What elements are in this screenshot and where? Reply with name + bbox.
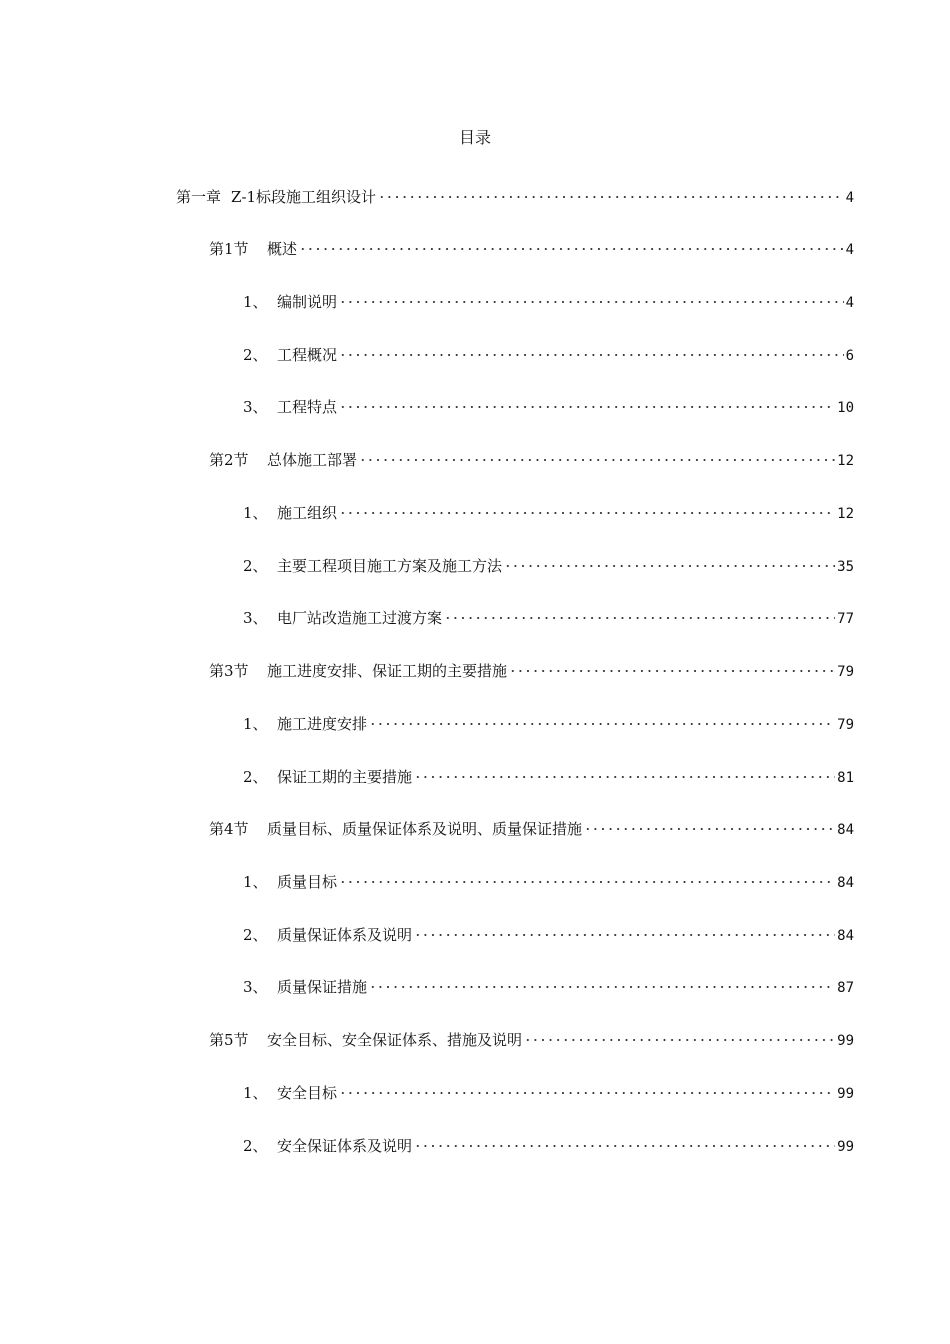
toc-entry-title: 质量目标 xyxy=(277,873,338,891)
toc-entry[interactable] xyxy=(243,496,854,522)
toc-entry-number: 3、 xyxy=(243,609,268,627)
toc-entry[interactable] xyxy=(209,654,854,680)
dot-leader xyxy=(414,918,835,940)
toc-entry-number: 第3节 xyxy=(209,662,249,680)
toc-entry-number: 第一章 xyxy=(176,188,222,206)
dot-leader xyxy=(584,812,835,834)
toc-entry-page: 4 xyxy=(845,242,854,258)
toc-entry[interactable] xyxy=(243,970,854,996)
toc-entry-page: 12 xyxy=(837,506,854,522)
toc-entry[interactable] xyxy=(243,865,854,891)
toc-entry-page: 10 xyxy=(837,400,854,416)
toc-entry-title: 工程概况 xyxy=(277,346,338,364)
toc-entry[interactable] xyxy=(209,1023,854,1049)
dot-leader xyxy=(339,496,835,518)
toc-entry-title: 施工组织 xyxy=(277,504,338,522)
toc-entry-title: 施工进度安排、保证工期的主要措施 xyxy=(267,662,508,680)
dot-leader xyxy=(339,1076,835,1098)
toc-entry[interactable] xyxy=(243,390,854,416)
toc-entry-title: 质量保证措施 xyxy=(277,978,368,996)
toc-entry[interactable] xyxy=(243,338,854,364)
dot-leader xyxy=(339,865,835,887)
toc-entry-page: 87 xyxy=(837,980,854,996)
toc-entry-number: 2、 xyxy=(243,557,268,575)
toc-entry-title: 保证工期的主要措施 xyxy=(277,768,413,786)
toc-entry-page: 84 xyxy=(837,928,854,944)
toc-entry-page: 6 xyxy=(845,348,854,364)
dot-leader xyxy=(299,232,844,254)
toc-entry-page: 79 xyxy=(837,664,854,680)
toc-entry-title: 编制说明 xyxy=(277,293,338,311)
toc-entry-number: 1、 xyxy=(243,715,268,733)
toc-entry[interactable] xyxy=(243,549,854,575)
toc-entry-number: 2、 xyxy=(243,926,268,944)
toc-entry-number: 1、 xyxy=(243,873,268,891)
toc-entry[interactable] xyxy=(243,1129,854,1155)
toc-entry-title: 质量保证体系及说明 xyxy=(277,926,413,944)
dot-leader xyxy=(369,970,835,992)
toc-entry-number: 2、 xyxy=(243,346,268,364)
toc-entry-number: 第2节 xyxy=(209,451,249,469)
toc-entry-page: 99 xyxy=(837,1033,854,1049)
toc-entry-title: 安全目标 xyxy=(277,1084,338,1102)
toc-entry-number: 第4节 xyxy=(209,820,249,838)
dot-leader xyxy=(414,1129,835,1151)
toc-entry-number: 2、 xyxy=(243,1137,268,1155)
dot-leader xyxy=(378,180,844,202)
toc-entry-number: 1、 xyxy=(243,1084,268,1102)
toc-entry-number: 1、 xyxy=(243,504,268,522)
toc-entry-title: 施工进度安排 xyxy=(277,715,368,733)
toc-entry-title: Z-1标段施工组织设计 xyxy=(231,188,377,206)
toc-entry-title: 主要工程项目施工方案及施工方法 xyxy=(277,557,503,575)
dot-leader xyxy=(339,338,844,360)
toc-entry-page: 12 xyxy=(837,453,854,469)
toc-entry-number: 第5节 xyxy=(209,1031,249,1049)
dot-leader xyxy=(504,549,835,571)
dot-leader xyxy=(414,760,835,782)
dot-leader xyxy=(359,443,835,465)
toc-entry-page: 77 xyxy=(837,611,854,627)
dot-leader xyxy=(509,654,835,676)
toc-entry-title: 质量目标、质量保证体系及说明、质量保证措施 xyxy=(267,820,583,838)
toc-entry-number: 第1节 xyxy=(209,240,249,258)
toc-entry[interactable] xyxy=(243,1076,854,1102)
toc-entry-title: 安全保证体系及说明 xyxy=(277,1137,413,1155)
toc-entry-title: 电厂站改造施工过渡方案 xyxy=(277,609,443,627)
toc-entry-page: 79 xyxy=(837,717,854,733)
toc-entry-page: 4 xyxy=(845,190,854,206)
toc-entry-title: 安全目标、安全保证体系、措施及说明 xyxy=(267,1031,523,1049)
toc-entry-title: 概述 xyxy=(267,240,298,258)
toc-entry-page: 84 xyxy=(837,822,854,838)
toc-entry-page: 99 xyxy=(837,1086,854,1102)
toc-entry-number: 3、 xyxy=(243,978,268,996)
toc-entry-page: 81 xyxy=(837,770,854,786)
toc-entry[interactable] xyxy=(209,443,854,469)
toc-entry-page: 84 xyxy=(837,875,854,891)
toc-entry-page: 35 xyxy=(837,559,854,575)
toc-entry[interactable] xyxy=(176,180,854,206)
toc-entry-number: 2、 xyxy=(243,768,268,786)
toc-title: 目录 xyxy=(458,128,491,147)
toc-entry[interactable] xyxy=(243,918,854,944)
toc-entry-number: 1、 xyxy=(243,293,268,311)
toc-entry[interactable] xyxy=(209,812,854,838)
toc-entry-title: 总体施工部署 xyxy=(267,451,358,469)
toc-entry[interactable] xyxy=(243,760,854,786)
dot-leader xyxy=(339,285,844,307)
toc-entry-page: 4 xyxy=(845,295,854,311)
toc-entry-title: 工程特点 xyxy=(277,398,338,416)
dot-leader xyxy=(339,390,835,412)
toc-entry[interactable] xyxy=(209,232,854,258)
toc-entry-page: 99 xyxy=(837,1139,854,1155)
toc-entry[interactable] xyxy=(243,285,854,311)
dot-leader xyxy=(444,601,835,623)
toc-entry-number: 3、 xyxy=(243,398,268,416)
toc-entry[interactable] xyxy=(243,707,854,733)
toc-entry[interactable] xyxy=(243,601,854,627)
dot-leader xyxy=(524,1023,835,1045)
dot-leader xyxy=(369,707,835,729)
